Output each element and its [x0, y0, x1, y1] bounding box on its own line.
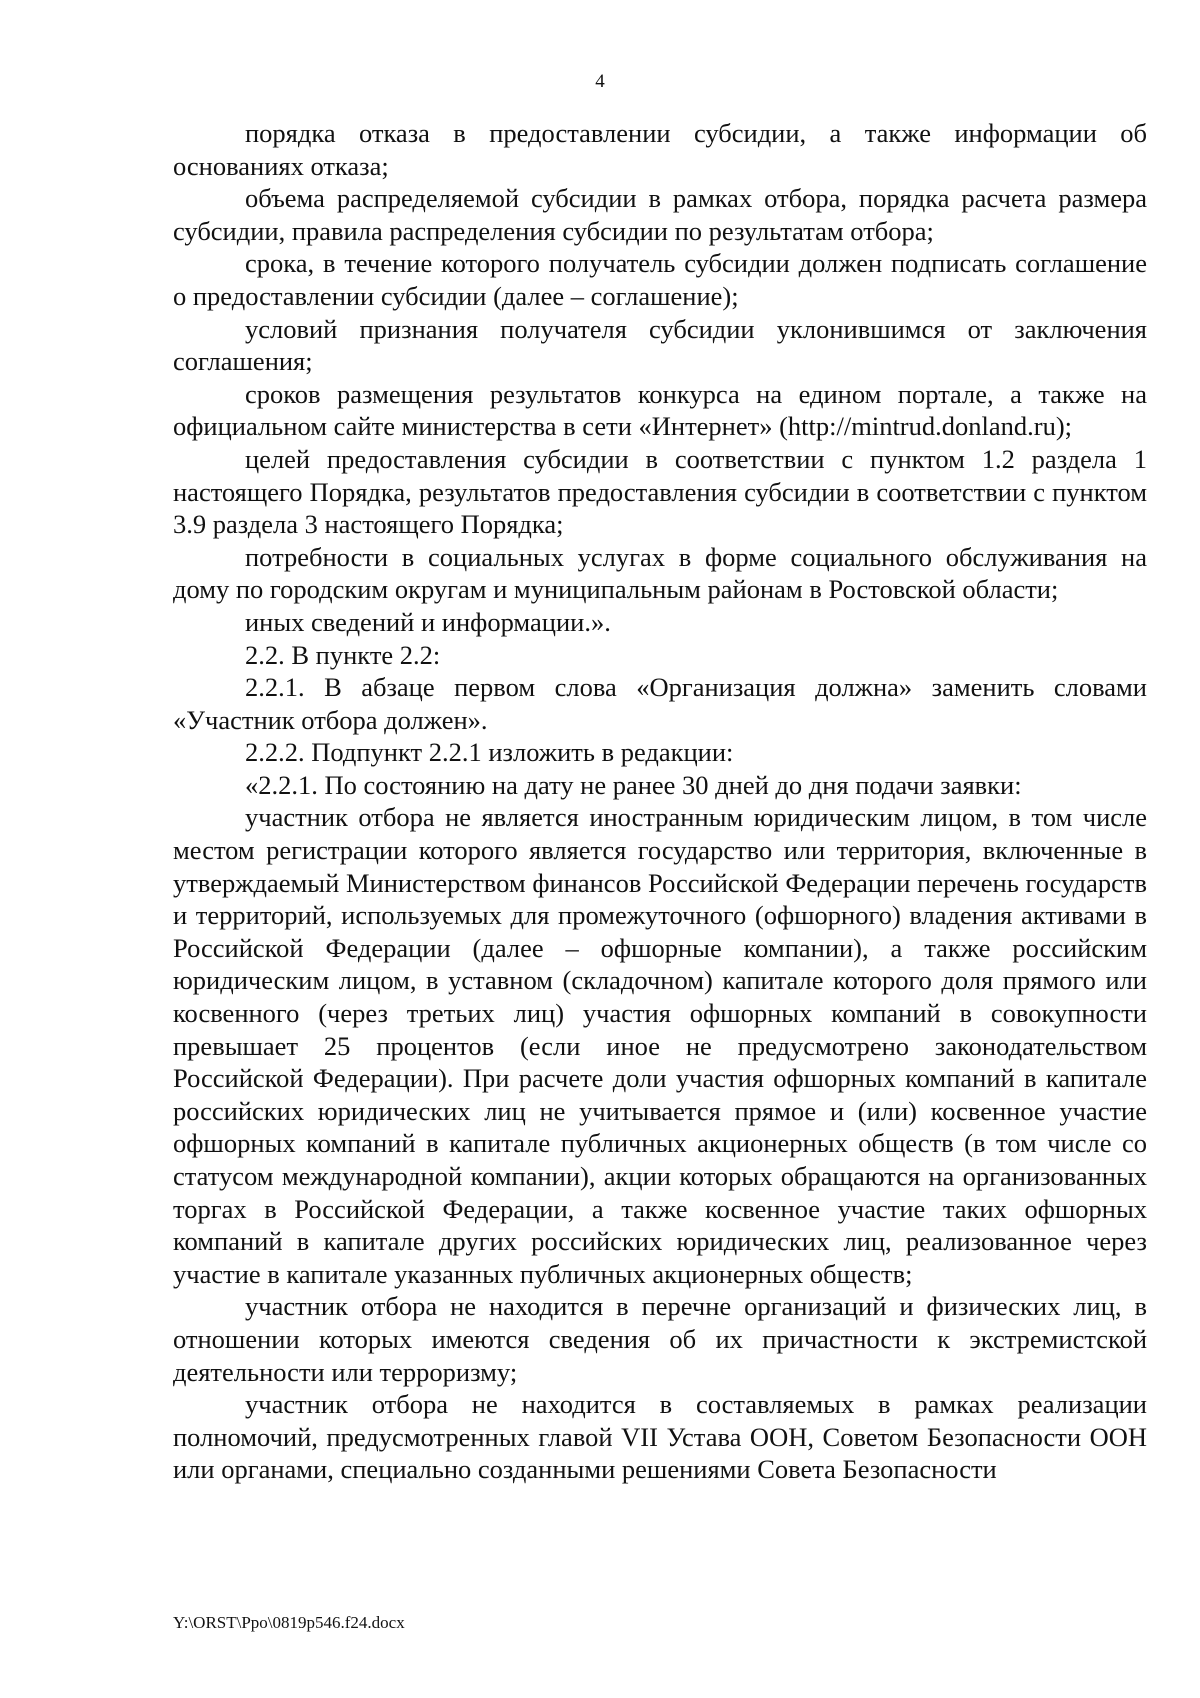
- paragraph-subsidy-volume: объема распределяемой субсидии в рамках отбора, порядка расчета размера субсидии, правила распределения субсидии по результатам отбора;: [173, 183, 1147, 246]
- paragraph-offshore-companies: участник отбора не является иностранным юридическим лицом, в том числе местом регистрации которого является государство или территория, включенные в утверждаемый Министерством финансов Российской Федерации перечень государств и территорий, используемых для промежуточного (офшорного) владения активами в Российской Федерации (далее – офшорные компании), а также российским юридическим лицом, в уставном (складочном) капитале которого доля прямого или косвенного (через третьих лиц) участия офшорных компаний в совокупности превышает 25 процентов (если иное не предусмотрено законодательством Российской Федерации). При расчете доли участия офшорных компаний в капитале российских юридических лиц не учитывается прямое и (или) косвенное участие офшорных компаний в капитале публичных акционерных обществ (в том числе со статусом международной компании), акции которых обращаются на организованных торгах в Российской Федерации, а также косвенное участие таких офшорных компаний в капитале других российских юридических лиц, реализованное через участие в капитале указанных публичных акционерных обществ;: [173, 802, 1147, 1289]
- paragraph-signing-term: срока, в течение которого получатель субсидии должен подписать соглашение о предоставлении субсидии (далее – соглашение);: [173, 248, 1147, 311]
- footer-file-path: Y:\ORST\Ppo\0819p546.f24.docx: [173, 1613, 405, 1632]
- paragraph-social-needs: потребности в социальных услугах в форме социального обслуживания на дому по городским округам и муниципальным районам в Ростовской области;: [173, 541, 1147, 605]
- paragraph-evasion-conditions: условий признания получателя субсидии уклонившимся от заключения соглашения;: [173, 313, 1147, 377]
- document-body: [173, 117, 1147, 1486]
- paragraph-clause-2-2-1: 2.2.1. В абзаце первом слова «Организация должна» заменить словами «Участник отбора должен».: [173, 672, 1147, 735]
- page-number: 4: [595, 71, 605, 92]
- paragraph-results-publication: сроков размещения результатов конкурса на едином портале, а также на официальном сайте министерства в сети «Интернет» (http://mintrud.donland.ru);: [173, 378, 1147, 442]
- paragraph-refusal-order: порядка отказа в предоставлении субсидии, а также информации об основаниях отказа;: [173, 118, 1147, 181]
- paragraph-clause-2-2-2: 2.2.2. Подпункт 2.2.1 изложить в редакции:: [245, 737, 734, 768]
- paragraph-new-2-2-1: «2.2.1. По состоянию на дату не ранее 30 дней до дня подачи заявки:: [245, 769, 1022, 800]
- paragraph-un-lists: участник отбора не находится в составляемых в рамках реализации полномочий, предусмотренных главой VII Устава ООН, Советом Безопасности ООН или органами, специально созданными решениями Совета Безопасности: [173, 1389, 1147, 1485]
- paragraph-clause-2-2: 2.2. В пункте 2.2:: [245, 639, 441, 670]
- paragraph-extremism-list: участник отбора не находится в перечне организаций и физических лиц, в отношении которых имеются сведения об их причастности к экстремистской деятельности или терроризму;: [173, 1291, 1147, 1387]
- paragraph-subsidy-goals: целей предоставления субсидии в соответствии с пунктом 1.2 раздела 1 настоящего Порядка, результатов предоставления субсидии в соответствии с пунктом 3.9 раздела 3 настоящего Порядка;: [173, 443, 1147, 540]
- paragraph-other-info: иных сведений и информации.».: [245, 606, 611, 637]
